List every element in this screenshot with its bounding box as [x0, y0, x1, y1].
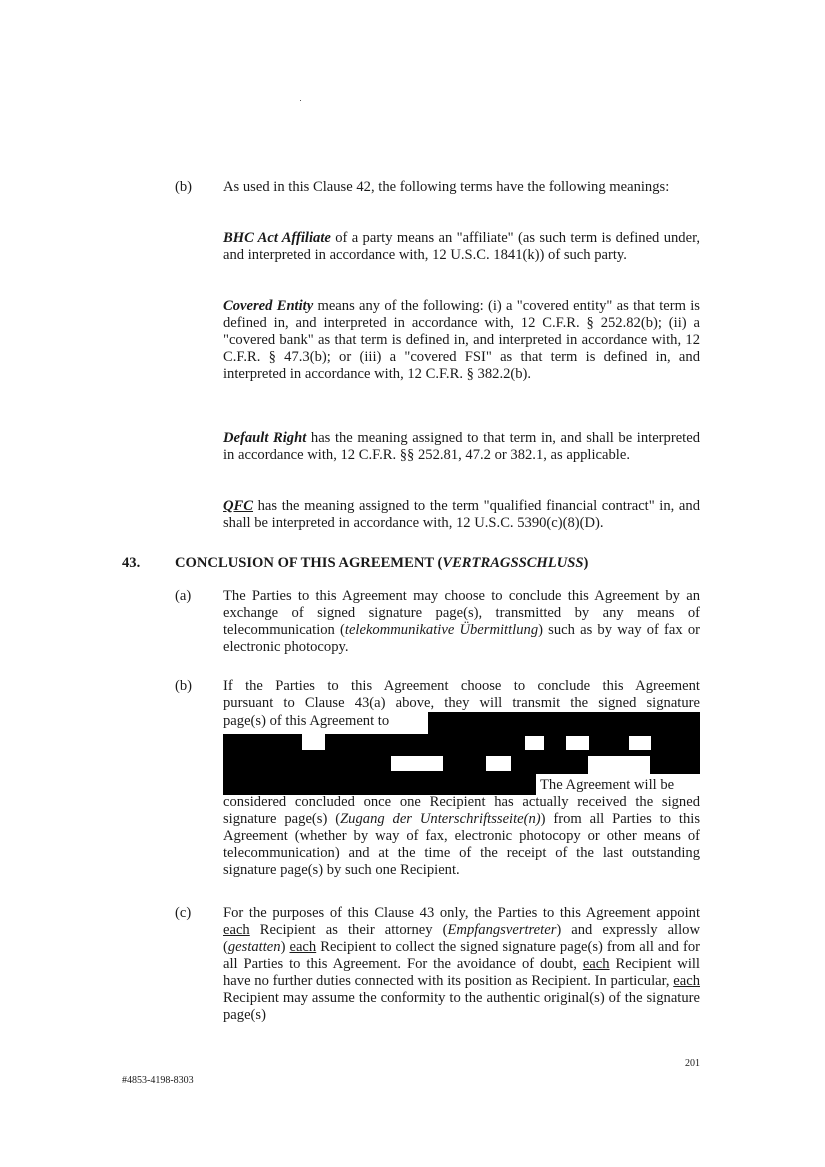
definition-default-right: [223, 430, 700, 464]
text: Recipient may assume the conformity to the authentic original(s) of the signature page(s): [223, 990, 700, 1023]
clause-43-heading: [175, 555, 588, 572]
definition-covered-entity: [223, 298, 700, 383]
clause-43-b-after-redaction: The Agreement will be: [540, 777, 675, 793]
heading-close: ): [583, 555, 589, 571]
text: Recipient as their attorney (: [249, 922, 448, 938]
term-covered-entity: Covered Entity: [223, 298, 314, 314]
underlined-each: each: [223, 922, 250, 938]
heading-text: CONCLUSION OF THIS AGREEMENT (: [175, 555, 443, 571]
text: Recipient will have no further duties connected with its position as Recipient. In particular,: [223, 956, 700, 989]
term-default-right: Default Right: [223, 430, 307, 446]
text: For the purposes of this Clause 43 only, the Parties to this Agreement appoint: [223, 905, 700, 921]
clause-43-b-line2: pursuant to Clause 43(a) above, they will transmit the signed signature: [223, 695, 700, 711]
text: ) from all Parties to this Agreement (whether by way of fax, electronic photocopy or other means of telecommunication) and at the time of the receipt of the last outstanding signature page(s) by such one Recipient.: [223, 811, 700, 878]
definition-bhc-act-affiliate: [223, 230, 700, 264]
stray-mark: [300, 100, 301, 101]
definition-text: means any of the following: (i) a "covered entity" as that term is defined in, and interpreted in accordance with, 12 C.F.R. § 252.82(b); (ii) a "covered bank" as that term is defined in, and interpreted in accordance with, 12 C.F.R. § 47.3(b); or (iii) a "covered FSI" as that term is defined in, and interpreted in accordance with, 12 C.F.R. § 382.2(b).: [223, 298, 700, 382]
clause-43-number: 43.: [122, 555, 141, 571]
heading-german-term: VERTRAGSSCHLUSS: [442, 555, 584, 571]
clause-43-b-line3: page(s) of this Agreement to: [223, 713, 390, 729]
text: Recipient to collect the signed signature page(s) from all and for all Parties to this Agreement. For the avoidance of doubt,: [223, 939, 701, 972]
clause-43-b-line1: If the Parties to this Agreement choose to conclude this Agreement: [223, 678, 700, 694]
clause-42-b-intro: As used in this Clause 42, the following terms have the following meanings:: [223, 179, 670, 195]
definition-text: of a party means an "affiliate" (as such term is defined under, and interpreted in accordance with, 12 U.S.C. 1841(k)) of such party.: [223, 230, 700, 263]
term-bhc-act-affiliate: BHC Act Affiliate: [223, 230, 331, 246]
text: ) and expressly allow (: [223, 922, 700, 955]
german-term: Zugang der Unterschriftsseite(n): [340, 811, 541, 827]
definition-text: has the meaning assigned to that term in, and shall be interpreted in accordance with, 12 C.F.R. §§ 252.81, 47.2 or 382.1, as applicable.: [223, 430, 701, 463]
text: The Parties to this Agreement may choose to conclude this Agreement by an exchange of signed signature page(s), transmitted by any means of telecommunication (: [223, 588, 700, 638]
text: ) such as by way of fax or electronic photocopy.: [223, 622, 700, 655]
underlined-each: each: [289, 939, 317, 955]
text: considered concluded once one Recipient has actually received the signed signature page(s) (: [223, 794, 700, 827]
document-id: #4853-4198-8303: [122, 1075, 194, 1086]
clause-43-c-label: (c): [175, 905, 192, 921]
text: ): [280, 939, 290, 955]
term-qfc: QFC: [223, 498, 254, 514]
clause-42-b-label: (b): [175, 179, 193, 195]
clause-43-c-text: [223, 905, 700, 1024]
underlined-each: each: [582, 956, 610, 972]
german-term: Empfangsvertreter: [447, 922, 557, 938]
clause-43-b-label: (b): [175, 678, 193, 694]
clause-43-b-text: [223, 794, 700, 879]
german-term: telekommunikative Übermittlung: [344, 622, 539, 638]
underlined-each: each: [673, 973, 700, 989]
definition-text: has the meaning assigned to the term "qualified financial contract" in, and shall be interpreted in accordance with, 12 U.S.C. 5390(c)(8)(D).: [223, 498, 700, 531]
german-term: gestatten: [227, 939, 281, 955]
clause-43-a-label: (a): [175, 588, 192, 604]
definition-qfc: [223, 498, 700, 532]
clause-43-a-text: [223, 588, 700, 656]
page-number: 201: [685, 1058, 700, 1069]
